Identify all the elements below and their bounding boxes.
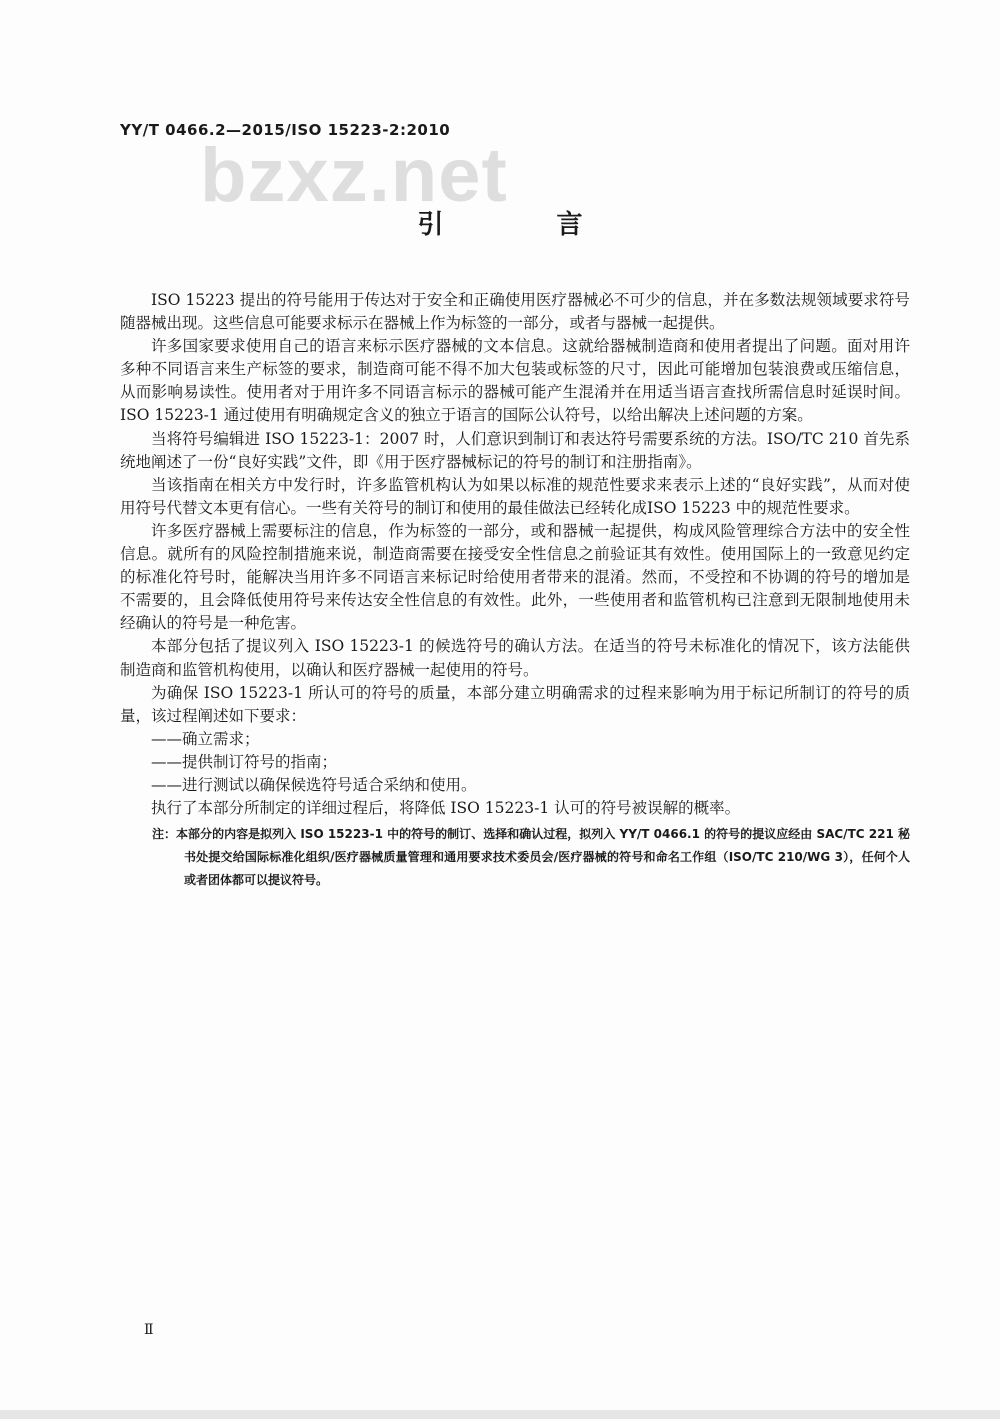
paragraph: 许多医疗器械上需要标注的信息，作为标签的一部分，或和器械一起提供，构成风险管理综合方法中的安全性信息。就所有的风险控制措施来说，制造商需要在接受安全性信息之前验证其有效性。使用国际上的一致意见约定的标准化符号时，能解决当用许多不同语言来标记时给使用者带来的混淆。然而，不受控和不协调的符号的增加是不需要的，且会降低使用符号来传达安全性信息的有效性。此外，一些使用者和监管机构已注意到无限制地使用未经确认的符号是一种危害。: [120, 521, 910, 633]
paragraph: 当该指南在相关方中发行时，许多监管机构认为如果以标准的规范性要求来表示上述的“良好实践”，从而对使用符号代替文本更有信心。一些有关符号的制订和使用的最佳做法已经转化成ISO 15223 中的规范性要求。: [120, 475, 910, 517]
note-text: 本部分的内容是拟列入 ISO 15223-1 中的符号的制订、选择和确认过程，拟列入 YY/T 0466.1 的符号的提议应经由 SAC/TC 221 秘书处提交给国际标准化组织/医疗器械质量管理和通用要求技术委员会/医疗器械的符号和命名工作组（ISO/TC 210/WG 3），任何个人或者团体都可以提议符号。: [176, 827, 910, 888]
closing-paragraph: 执行了本部分所制定的详细过程后，将降低 ISO 15223-1 认可的符号被误解的概率。: [151, 799, 741, 818]
paragraph: 许多国家要求使用自己的语言来标示医疗器械的文本信息。这就给器械制造商和使用者提出了问题。面对用许多种不同语言来生产标签的要求，制造商可能不得不加大包装或标签的尺寸，因此可能增加包装浪费或压缩信息，从而影响易读性。使用者对于用许多不同语言标示的器械可能产生混淆并在用适当语言查找所需信息时延误时间。ISO 15223-1 通过使用有明确规定含义的独立于语言的国际公认符号，以给出解决上述问题的方案。: [120, 337, 910, 425]
requirement-item: ——进行测试以确保候选符号适合采纳和使用。: [151, 775, 477, 794]
paragraph: 本部分包括了提议列入 ISO 15223-1 的候选符号的确认方法。在适当的符号未标准化的情况下，该方法能供制造商和监管机构使用，以确认和医疗器械一起使用的符号。: [120, 637, 910, 679]
standard-code-header: YY/T 0466.2—2015/ISO 15223-2:2010: [120, 121, 451, 139]
page-number: Ⅱ: [144, 1322, 154, 1338]
requirement-item: ——提供制订符号的指南；: [151, 752, 338, 771]
requirement-item: ——确立需求；: [151, 729, 260, 748]
watermark: bzxz.net: [200, 133, 508, 218]
note-label: 注：: [152, 827, 177, 842]
page-bottom-edge: [0, 1410, 1000, 1419]
document-body: [120, 289, 910, 892]
paragraph: 为确保 ISO 15223-1 所认可的符号的质量，本部分建立明确需求的过程来影响为用于标记所制订的符号的质量，该过程阐述如下要求：: [120, 683, 910, 725]
paragraph: 当将符号编辑进 ISO 15223-1：2007 时，人们意识到制订和表达符号需要系统的方法。ISO/TC 210 首先系统地阐述了一份“良好实践”文件，即《用于医疗器械标记的符号的制订和注册指南》。: [120, 429, 910, 471]
page-title: 引 言: [417, 210, 635, 240]
note: [120, 823, 910, 892]
paragraph: ISO 15223 提出的符号能用于传达对于安全和正确使用医疗器械必不可少的信息，并在多数法规领域要求符号随器械出现。这些信息可能要求标示在器械上作为标签的一部分，或者与器械一起提供。: [120, 291, 910, 333]
